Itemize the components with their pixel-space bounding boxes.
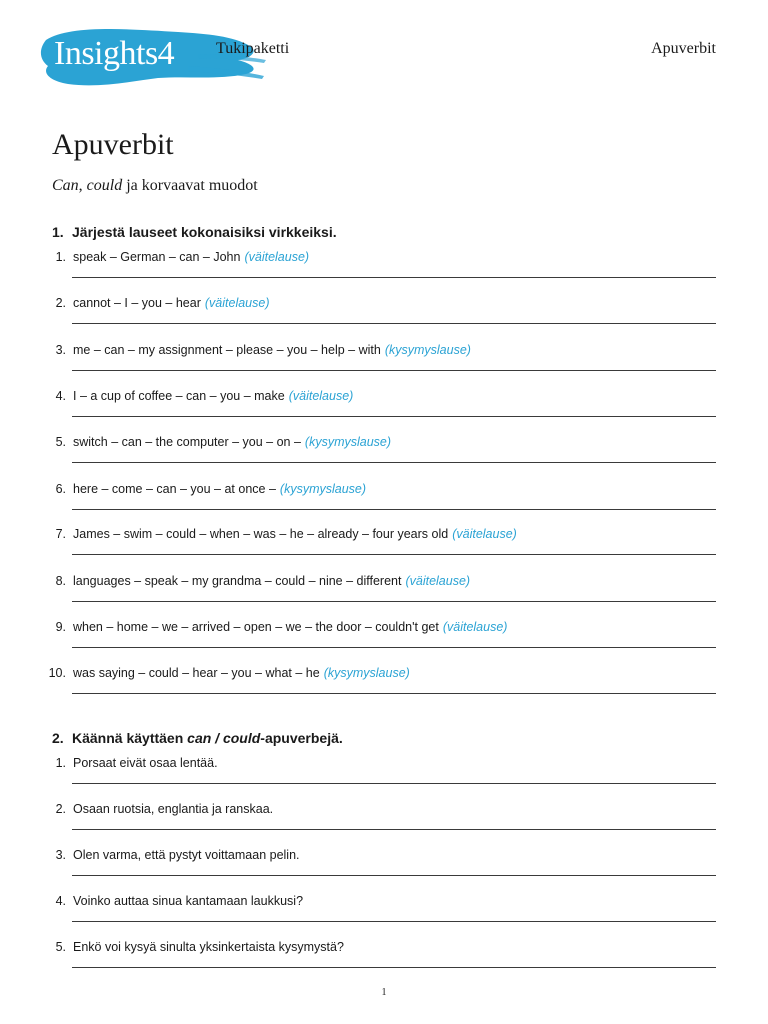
exercise-2-item xyxy=(0,894,768,940)
insights4-logo xyxy=(38,18,268,98)
answer-line[interactable] xyxy=(72,693,716,694)
item-prompt: Voinko auttaa sinua kantamaan laukkusi? xyxy=(73,894,304,908)
section-2-heading-pre: Käännä käyttäen xyxy=(72,730,188,746)
item-words: I – a cup of coffee – can – you – make xyxy=(73,389,285,403)
item-sentence-type: (kysymyslause) xyxy=(384,343,471,357)
item-number: 1. xyxy=(55,756,66,770)
section-2-heading-post: -apuverbejä. xyxy=(260,730,343,746)
exercise-2-item xyxy=(0,802,768,848)
item-words: speak – German – can – John xyxy=(73,250,241,264)
item-words: languages – speak – my grandma – could – nine – different xyxy=(73,574,402,588)
package-label: Tukipaketti xyxy=(216,40,290,57)
subtitle-can: Can xyxy=(52,177,79,194)
item-number: 5. xyxy=(55,940,66,954)
answer-line[interactable] xyxy=(72,509,716,510)
item-prompt xyxy=(73,666,410,680)
answer-line[interactable] xyxy=(72,647,716,648)
item-number: 1. xyxy=(55,250,66,264)
item-words: was saying – could – hear – you – what – he xyxy=(73,666,320,680)
exercise-1-item xyxy=(0,620,768,666)
item-number: 2. xyxy=(55,296,66,310)
answer-line[interactable] xyxy=(72,601,716,602)
item-number: 2. xyxy=(55,802,66,816)
exercise-2-item xyxy=(0,756,768,802)
section-2-heading xyxy=(52,730,343,746)
item-sentence-type: (kysymyslause) xyxy=(304,435,392,449)
item-sentence-type: (väitelause) xyxy=(244,250,310,264)
subtitle-comma: , xyxy=(78,177,87,194)
item-words: here – come – can – you – at once – xyxy=(73,482,276,496)
answer-line[interactable] xyxy=(72,462,716,463)
item-prompt: Porsaat eivät osaa lentää. xyxy=(73,756,218,770)
answer-line[interactable] xyxy=(72,277,716,278)
item-prompt xyxy=(73,435,391,449)
item-words: James – swim – could – when – was – he – already – four years old xyxy=(73,527,449,541)
exercise-1-item xyxy=(0,296,768,342)
item-sentence-type: (väitelause) xyxy=(204,296,270,310)
item-number: 8. xyxy=(55,574,66,588)
item-prompt: Enkö voi kysyä sinulta yksinkertaista kysymystä? xyxy=(73,940,344,954)
subtitle-rest: ja korvaavat muodot xyxy=(122,177,258,194)
item-sentence-type: (kysymyslause) xyxy=(279,482,367,496)
section-1-heading xyxy=(52,224,337,240)
item-prompt xyxy=(73,389,353,403)
item-sentence-type: (väitelause) xyxy=(288,389,354,403)
exercise-1-item xyxy=(0,574,768,620)
item-sentence-type: (kysymyslause) xyxy=(323,666,410,680)
page-title: Apuverbit xyxy=(52,128,174,161)
exercise-1-item xyxy=(0,250,768,296)
item-words: when – home – we – arrived – open – we – the door – couldn't get xyxy=(73,620,439,634)
logo-text: Insights4 xyxy=(54,35,175,72)
item-number: 7. xyxy=(55,527,66,541)
answer-line[interactable] xyxy=(72,370,716,371)
item-sentence-type: (väitelause) xyxy=(452,527,517,541)
answer-line[interactable] xyxy=(72,967,716,968)
item-prompt xyxy=(73,250,309,264)
exercise-1-item xyxy=(0,482,768,528)
item-prompt xyxy=(73,482,366,496)
subtitle-could: could xyxy=(86,177,123,194)
exercise-1-item xyxy=(0,435,768,481)
exercise-1-item xyxy=(0,666,768,712)
section-2-heading-em: can / could xyxy=(187,730,261,746)
answer-line[interactable] xyxy=(72,416,716,417)
item-number: 10. xyxy=(48,666,66,680)
item-prompt xyxy=(73,574,470,588)
exercise-1-item xyxy=(0,343,768,389)
item-words: me – can – my assignment – please – you – help – with xyxy=(73,343,381,357)
page-header xyxy=(0,0,768,100)
item-words: switch – can – the computer – you – on – xyxy=(73,435,301,449)
item-number: 3. xyxy=(55,848,66,862)
item-number: 3. xyxy=(55,343,66,357)
item-number: 9. xyxy=(55,620,66,634)
item-prompt xyxy=(73,296,270,310)
item-prompt xyxy=(73,527,517,541)
page-number: 1 xyxy=(381,987,387,998)
item-prompt: Olen varma, että pystyt voittamaan pelin. xyxy=(73,848,300,862)
answer-line[interactable] xyxy=(72,783,716,784)
item-prompt xyxy=(73,620,507,634)
item-words: cannot – I – you – hear xyxy=(73,296,201,310)
item-number: 6. xyxy=(55,482,66,496)
section-1-number: 1. xyxy=(52,224,64,240)
section-2-number: 2. xyxy=(52,730,64,746)
answer-line[interactable] xyxy=(72,323,716,324)
exercise-1-item xyxy=(0,389,768,435)
item-prompt: Osaan ruotsia, englantia ja ranskaa. xyxy=(73,802,274,816)
item-number: 4. xyxy=(55,894,66,908)
page-subtitle xyxy=(52,177,258,195)
exercise-2-item xyxy=(0,848,768,894)
item-sentence-type: (väitelause) xyxy=(405,574,471,588)
section-1-heading-text: Järjestä lauseet kokonaisiksi virkkeiksi. xyxy=(72,224,337,240)
item-prompt xyxy=(73,343,471,357)
answer-line[interactable] xyxy=(72,875,716,876)
item-number: 5. xyxy=(55,435,66,449)
exercise-1-item xyxy=(0,527,768,573)
topic-label: Apuverbit xyxy=(651,40,716,57)
answer-line[interactable] xyxy=(72,554,716,555)
answer-line[interactable] xyxy=(72,829,716,830)
exercise-2-item xyxy=(0,940,768,986)
item-sentence-type: (väitelause) xyxy=(442,620,508,634)
answer-line[interactable] xyxy=(72,921,716,922)
item-number: 4. xyxy=(55,389,66,403)
